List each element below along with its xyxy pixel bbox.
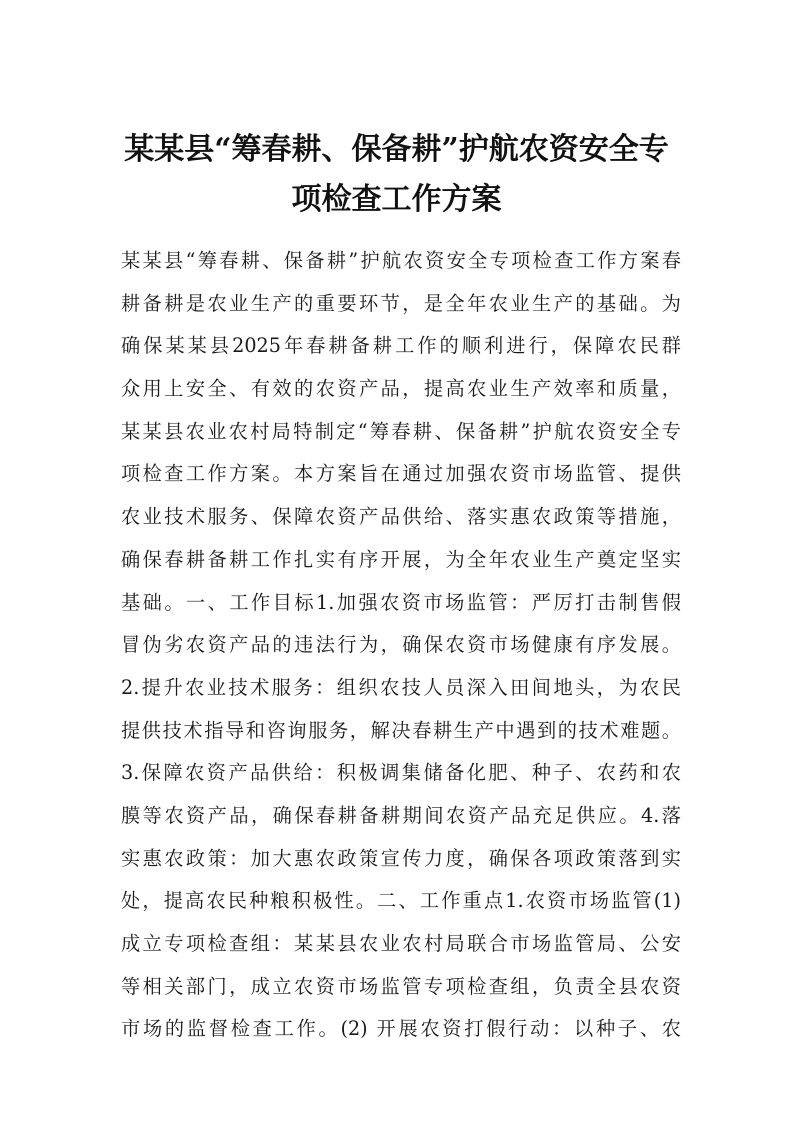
body-line: 3.保障农资产品供给：积极调集储备化肥、种子、农药和农 xyxy=(121,761,681,785)
document-title-line-2: 项检查工作方案 xyxy=(291,182,502,217)
body-line: 确保春耕备耕工作扎实有序开展，为全年农业生产奠定坚实 xyxy=(121,547,681,571)
body-line: 农业技术服务、保障农资产品供给、落实惠农政策等措施， xyxy=(121,505,681,529)
document-title-line-1: 某某县“筹春耕、保备耕”护航农资安全专 xyxy=(124,132,669,167)
body-line: 项检查工作方案。本方案旨在通过加强农资市场监管、提供 xyxy=(121,462,681,486)
body-line: 膜等农资产品，确保春耕备耕期间农资产品充足供应。4.落 xyxy=(121,803,681,827)
document-body xyxy=(121,240,681,1051)
body-line: 确保某某县2025年春耕备耕工作的顺利进行，保障农民群 xyxy=(121,334,681,358)
body-line: 基础。一、工作目标1.加强农资市场监管：严厉打击制售假 xyxy=(121,590,681,614)
body-line: 耕备耕是农业生产的重要环节，是全年农业生产的基础。为 xyxy=(121,291,681,315)
body-line: 某某县农业农村局特制定“筹春耕、保备耕”护航农资安全专 xyxy=(121,419,681,443)
body-line: 众用上安全、有效的农资产品，提高农业生产效率和质量， xyxy=(121,377,681,401)
body-line: 冒伪劣农资产品的违法行为，确保农资市场健康有序发展。 xyxy=(121,633,681,657)
body-line: 提供技术指导和咨询服务，解决春耕生产中遇到的技术难题。 xyxy=(121,718,681,742)
body-line: 处，提高农民种粮积极性。二、工作重点1.农资市场监管(1) xyxy=(121,889,681,913)
body-line: 成立专项检查组：某某县农业农村局联合市场监管局、公安 xyxy=(121,932,681,955)
body-line: 市场的监督检查工作。(2) 开展农资打假行动：以种子、农 xyxy=(121,1017,681,1041)
body-line: 2.提升农业技术服务：组织农技人员深入田间地头，为农民 xyxy=(121,675,681,699)
body-line: 实惠农政策：加大惠农政策宣传力度，确保各项政策落到实 xyxy=(121,846,681,870)
body-line: 某某县“筹春耕、保备耕”护航农资安全专项检查工作方案春 xyxy=(121,249,681,272)
body-line: 等相关部门，成立农资市场监管专项检查组，负责全县农资 xyxy=(121,974,681,998)
